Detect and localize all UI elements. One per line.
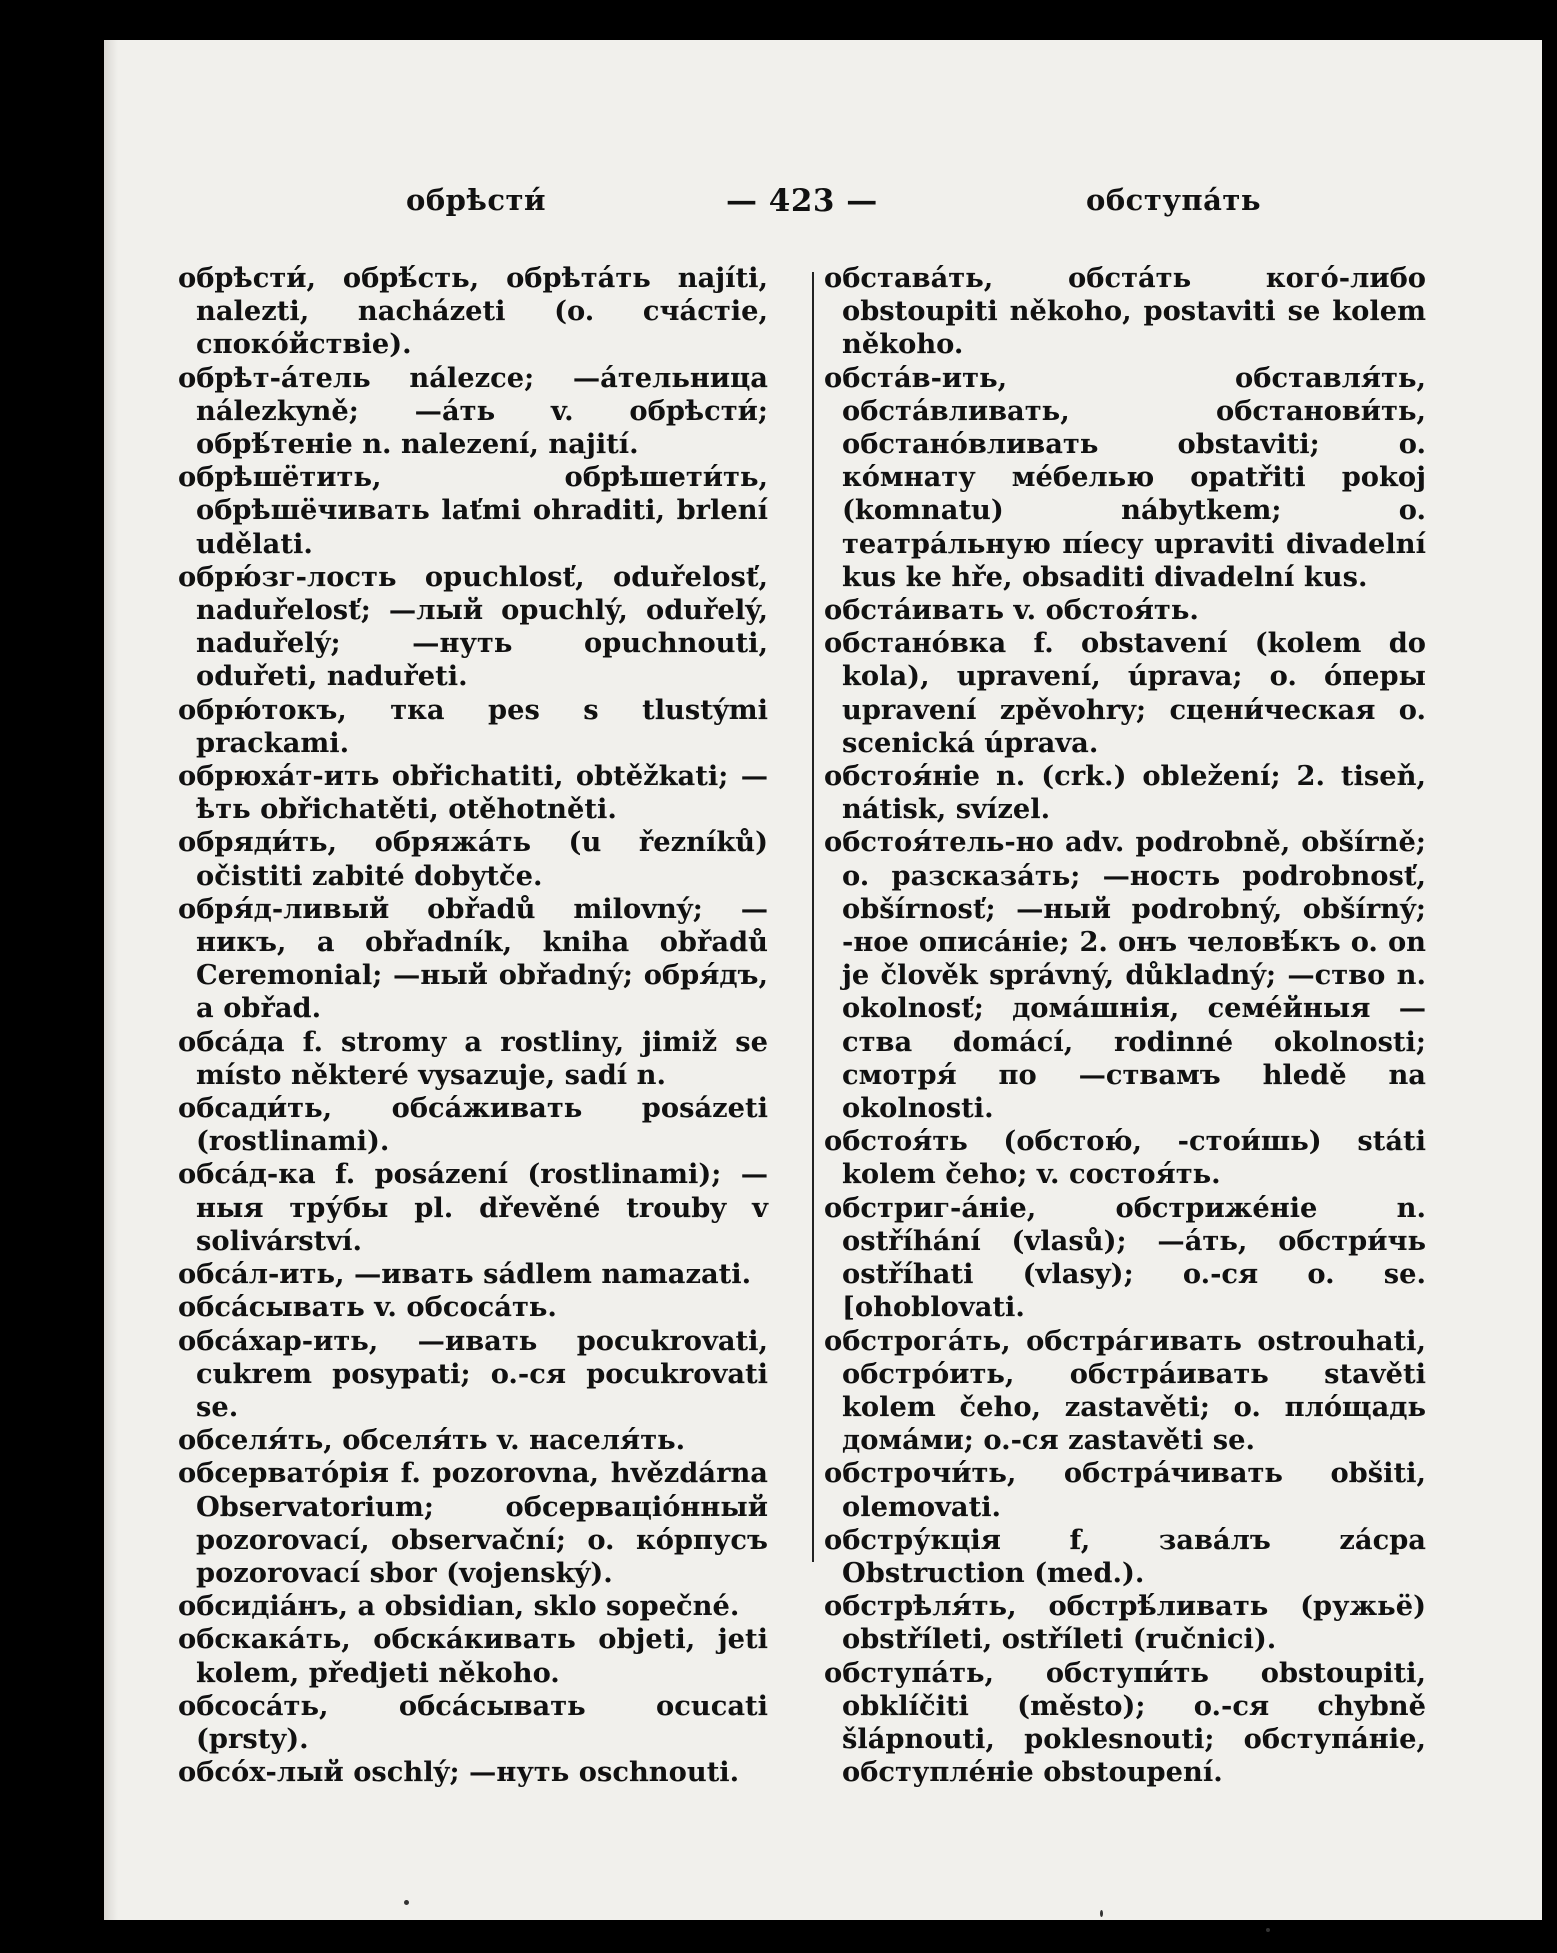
- dictionary-entry: обстава́ть, обста́ть кого́-либо obstoupiti někoho, postaviti se kolem někoho.: [824, 262, 1426, 361]
- dictionary-entry: обрюха́т-ить obřichatiti, obtěžkati; —ѣть obřichatěti, otěhotněti.: [178, 760, 768, 826]
- dictionary-entry: обстрѣля́ть, обстрѣ́ливать (ружьё) obstříleti, ostříleti (ručnici).: [824, 1590, 1426, 1656]
- dictionary-entry: обрю́токъ, тка pes s tlustými prackami.: [178, 693, 768, 759]
- left-column: [178, 262, 768, 1789]
- dictionary-entry: обрѣсти́, обрѣ́сть, обрѣта́ть najíti, nalezti, nacházeti (o. сча́стіе, споко́йствіе).: [178, 262, 768, 361]
- print-speck: [404, 1900, 409, 1905]
- dictionary-entry: обса́д-ка f. posázení (rostlinami); —ныя тру́бы pl. dřevěné trouby v solivárství.: [178, 1158, 768, 1257]
- running-header: [104, 183, 1542, 223]
- right-guide-word: обступа́ть: [1086, 183, 1262, 217]
- dictionary-entry: обстоя́ніе n. (crk.) obležení; 2. tiseň, nátisk, svízel.: [824, 760, 1426, 826]
- dictionary-entry: обрѣт-а́тель nálezce; —а́тельница nálezkyně; —а́ть v. обрѣсти́; обрѣ́теніе n. nalezení, najití.: [178, 361, 768, 461]
- print-speck: [1100, 1910, 1103, 1917]
- dictionary-entry: обстру́кція f, зава́лъ zácpa Obstruction (med.).: [824, 1523, 1426, 1589]
- print-speck: [1266, 1928, 1270, 1932]
- page-fold-shadow: [104, 40, 118, 1920]
- dictionary-entry: обсо́х-лый oschlý; —нуть oschnouti.: [178, 1756, 740, 1789]
- dictionary-entry: обстрочи́ть, обстра́чивать obšiti, olemovati.: [824, 1457, 1426, 1523]
- dictionary-entry: обрѣшётить, обрѣшети́ть, обрѣшёчивать laťmi ohraditi, brlení udělati.: [178, 461, 768, 560]
- dictionary-entry: обстриг-а́ніе, обстриже́ніе n. ostříhání (vlasů); —а́ть, обстри́чь ostříhati (vlasy); o.-ся o. se. [ohoblovati.: [824, 1191, 1426, 1324]
- dictionary-entry: обса́л-ить, —ивать sádlem namazati.: [178, 1258, 752, 1291]
- dictionary-entry: обстано́вка f. obstavení (kolem do kola), upravení, úprava; o. о́перы upravení zpěvohry; сцени́ческая o. scenická úprava.: [824, 627, 1426, 759]
- dictionary-entry: обступа́ть, обступи́ть obstoupiti, obklíčiti (město); o.-ся chybně šlápnouti, poklesnouti; обступа́ніе, обступле́ніе obstoupení.: [824, 1656, 1426, 1789]
- dictionary-entry: обсади́ть, обса́живать posázeti (rostlinami).: [178, 1092, 768, 1158]
- dictionary-entry: обря́д-ливый obřadů milovný; —никъ, a obřadník, kniha obřadů Ceremonial; —ный obřadný; обря́дъ, a obřad.: [178, 892, 768, 1025]
- right-column: [824, 262, 1426, 1789]
- dictionary-entry: обса́да f. stromy a rostliny, jimiž se místo některé vysazuje, sadí n.: [178, 1025, 768, 1091]
- column-divider: [812, 272, 814, 1562]
- left-guide-word: обрѣсти́: [406, 183, 546, 217]
- page-number: — 423 —: [726, 183, 878, 219]
- dictionary-entry: обса́хар-ить, —ивать pocukrovati, cukrem posypati; o.-ся pocukrovati se.: [178, 1324, 768, 1423]
- dictionary-entry: обсервато́рія f. pozorovna, hvězdárna Observatorium; обсерваціо́нный pozorovací, observační; o. ко́рпусъ pozorovací sbor (vojenský).: [178, 1457, 768, 1589]
- dictionary-entry: обскака́ть, обска́кивать objeti, jeti kolem, předjeti někoho.: [178, 1623, 768, 1689]
- dictionary-entry: обсоса́ть, обса́сывать ocucati (prsty).: [178, 1689, 768, 1755]
- dictionary-entry: обряди́ть, обряжа́ть (u řezníků) očistiti zabité dobytče.: [178, 826, 768, 892]
- dictionary-entry: обселя́ть, обселя́ть v. населя́ть.: [178, 1424, 686, 1457]
- dictionary-page: [104, 40, 1542, 1920]
- dictionary-entry: обстоя́тель-но adv. podrobně, obšírně; o. разсказа́ть; —ность podrobnosť, obšírnosť; —ный podrobný, obšírný; -ное описа́ніе; 2. онъ человѣ́къ o. on je člověk správný, důkladný; —ство n. okolnosť; дома́шнія, семе́йныя —ства domácí, rodinné okolnosti; смотря́ по —ствамъ hledě na okolnosti.: [824, 826, 1426, 1125]
- dictionary-entry: обста́в-ить, обставля́ть, обста́вливать, обстанови́ть, обстано́вливать obstaviti; o. ко́мнату ме́белью opatřiti pokoj (komnatu) nábytkem; o. театра́льную пі́ecy upraviti divadelní kus ke hře, obsaditi divadelní kus.: [824, 361, 1426, 593]
- dictionary-entry: обрю́зг-лость opuchlosť, oduřelosť, naduřelosť; —лый opuchlý, oduřelý, naduřelý; —нуть opuchnouti, oduřeti, naduřeti.: [178, 560, 768, 693]
- dictionary-entry: обстрога́ть, обстра́гивать ostrouhati, обстро́ить, обстра́ивать stavěti kolem čeho, zastavěti; o. пло́щадь дома́ми; o.-ся zastavěti se.: [824, 1324, 1426, 1457]
- dictionary-entry: обста́ивать v. обстоя́ть.: [824, 594, 1199, 627]
- dictionary-entry: обстоя́ть (обстою́, -стои́шь) státi kolem čeho; v. состоя́ть.: [824, 1125, 1426, 1191]
- dictionary-entry: обсидіа́нъ, a obsidian, sklo sopečné.: [178, 1590, 740, 1623]
- dictionary-entry: обса́сывать v. обсоса́ть.: [178, 1291, 557, 1324]
